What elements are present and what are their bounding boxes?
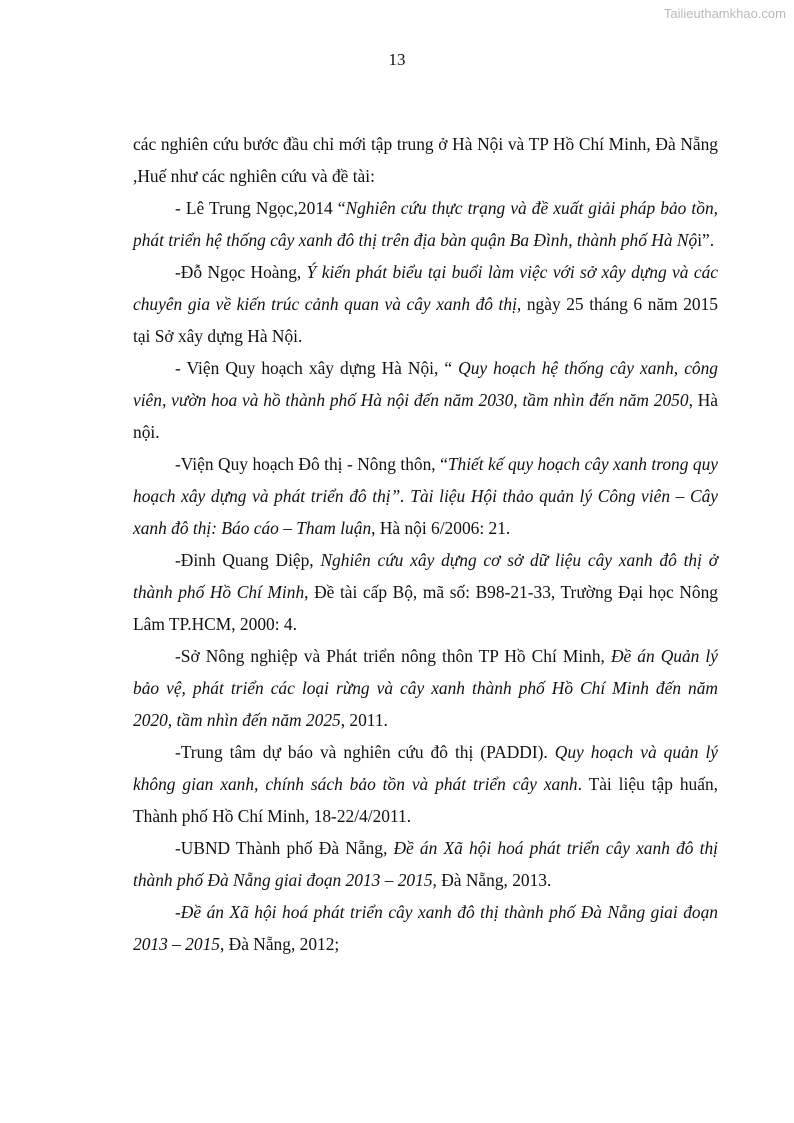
reference-lead: -Đinh Quang Diệp, bbox=[175, 550, 321, 570]
watermark: Tailieuthamkhao.com bbox=[663, 6, 786, 21]
reference-title: Đề án Quản lý bảo vệ, phát triển các loại rừng và cây xanh thành phố Hồ Chí Minh đến năm 2020, tầm nhìn đến năm 2025 bbox=[133, 646, 718, 730]
reference-title: , Đề án Xã hội hoá phát triển cây xanh đô thị thành phố Đà Nẵng giai đoạn 2013 – 2015, bbox=[133, 838, 718, 890]
reference-title: Quy hoạch và quản lý không gian xanh, chính sách bảo tồn và phát triển cây xanh bbox=[133, 742, 718, 794]
reference-lead: -Sở Nông nghiệp và Phát triển nông thôn TP Hồ Chí Minh, bbox=[175, 646, 611, 666]
reference-tail: . Tài liệu tập huấn, Thành phố Hồ Chí Minh, 18-22/4/2011. bbox=[133, 774, 718, 826]
reference-tail: i”. bbox=[697, 230, 715, 250]
reference-item bbox=[133, 640, 718, 736]
reference-item bbox=[133, 896, 718, 960]
reference-tail: Đà Nẵng, 2013. bbox=[436, 870, 552, 890]
reference-title: -Đề án Xã hội hoá phát triển cây xanh đô thị thành phố Đà Nẵng giai đoạn 2013 – 2015 bbox=[133, 902, 718, 954]
reference-title: Ý kiến phát biểu tại buổi làm việc với sở xây dựng và các chuyên gia về kiến trúc cảnh quan và cây xanh đô thị, bbox=[133, 262, 719, 314]
reference-tail: , Hà nội 6/2006: 21. bbox=[371, 518, 511, 538]
reference-item bbox=[133, 256, 718, 352]
reference-item bbox=[133, 448, 718, 544]
reference-tail: , 2011. bbox=[340, 710, 388, 730]
reference-tail: , Đề tài cấp Bộ, mã số: B98-21-33, Trường Đại học Nông Lâm TP.HCM, 2000: 4. bbox=[133, 582, 718, 634]
reference-item bbox=[133, 736, 718, 832]
reference-lead: -Viện Quy hoạch Đô thị - Nông thôn, “ bbox=[175, 454, 448, 474]
intro-paragraph: các nghiên cứu bước đầu chỉ mới tập trung ở Hà Nội và TP Hồ Chí Minh, Đà Nẵng ,Huế như các nghiên cứu và đề tài: bbox=[133, 134, 718, 186]
reference-item bbox=[133, 352, 718, 448]
reference-lead: - Viện Quy hoạch xây dựng Hà Nội, “ bbox=[175, 358, 459, 378]
reference-lead: -UBND Thành phố Đà Nẵng bbox=[175, 838, 383, 858]
page-body bbox=[133, 128, 718, 960]
reference-lead: - Lê Trung Ngọc,2014 “ bbox=[175, 198, 346, 218]
reference-tail: , Đà Nẵng, 2012; bbox=[219, 934, 340, 954]
reference-title: Quy hoạch hệ thống cây xanh, công viên, vườn hoa và hồ thành phố Hà nội đến năm 2030, tầm nhìn đến năm 2050 bbox=[133, 358, 719, 410]
reference-title: Nghiên cứu xây dựng cơ sở dữ liệu cây xanh đô thị ở thành phố Hồ Chí Minh bbox=[133, 550, 718, 602]
page-number: 13 bbox=[388, 50, 406, 69]
reference-item bbox=[133, 832, 718, 896]
reference-title: Thiết kế quy hoạch cây xanh trong quy hoạch xây dựng và phát triển đô thị”. Tài liệu Hội thảo quản lý Công viên – Cây xanh đô thị: Báo cáo – Tham luận bbox=[133, 454, 718, 538]
reference-tail: , Hà nội. bbox=[133, 390, 718, 442]
reference-tail: ngày 25 tháng 6 năm 2015 tại Sở xây dựng Hà Nội. bbox=[133, 294, 718, 346]
reference-item bbox=[133, 544, 718, 640]
reference-title: Nghiên cứu thực trạng và đề xuất giải pháp bảo tồn, phát triển hệ thống cây xanh đô thị trên địa bàn quận Ba Đình, thành phố Hà Nộ bbox=[133, 198, 718, 250]
reference-lead: -Đỗ Ngọc Hoàng, bbox=[175, 262, 307, 282]
reference-item bbox=[133, 192, 718, 256]
reference-lead: -Trung tâm dự báo và nghiên cứu đô thị (PADDI). bbox=[175, 742, 555, 762]
